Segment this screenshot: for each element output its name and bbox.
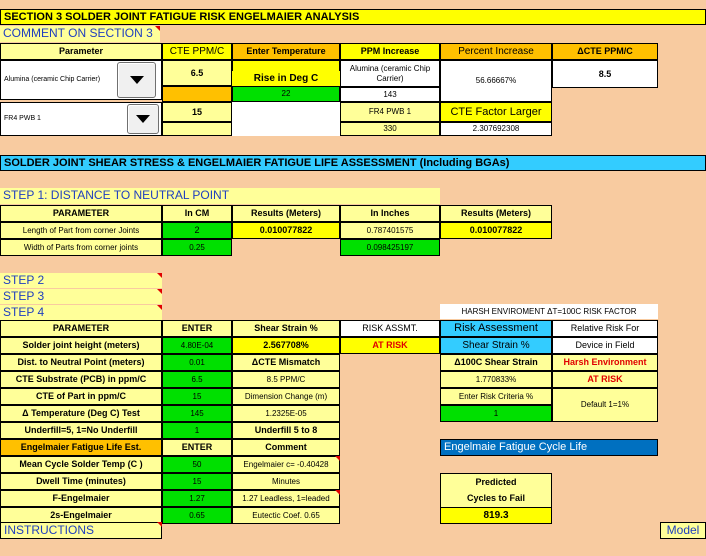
comment-indicator-icon	[335, 456, 340, 461]
f-engelmaier-label: F-Engelmaier	[0, 490, 162, 507]
cte-substrate-label: CTE Substrate (PCB) in ppm/C	[0, 371, 162, 388]
part-material-value: Alumina (ceramic Chip Carrier)	[4, 75, 101, 83]
device-in-field-label: Device in Field	[552, 337, 658, 354]
comment-indicator-icon	[157, 522, 162, 527]
ppm-material-1: Alumina (ceramic Chip Carrier)	[340, 60, 440, 87]
step1-title[interactable]: STEP 1: DISTANCE TO NEUTRAL POINT	[0, 188, 440, 204]
dist-neutral-input[interactable]: 0.01	[162, 354, 232, 371]
header-percent-increase: Percent Increase	[440, 43, 552, 60]
dimension-change-value: 1.2325E-05	[232, 405, 340, 422]
cte-part-label: CTE of Part in ppm/C	[0, 388, 162, 405]
harsh-env-label: HARSH ENVIROMENT ΔT=100C RISK FACTOR	[440, 304, 658, 319]
f-engelmaier-input[interactable]: 1.27	[162, 490, 232, 507]
percent-increase-value: 56.66667%	[440, 60, 552, 102]
step1-header-cm: In CM	[162, 205, 232, 222]
header-delta-cte: ΔCTE PPM/C	[552, 43, 658, 60]
engelmaier-comment-header: Comment	[232, 439, 340, 456]
underfill-label: Underfill=5, 1=No Underfill	[0, 422, 162, 439]
cte-factor-label: CTE Factor Larger	[440, 102, 552, 122]
delta-temp-label: Δ Temperature (Deg C) Test	[0, 405, 162, 422]
f-engelmaier-comment: 1.27 Leadless, 1=leaded	[232, 490, 340, 507]
mean-temp-input[interactable]: 50	[162, 456, 232, 473]
shear-strain-pct-label: Shear Strain %	[440, 337, 552, 354]
delta-cte-value: 8.5	[552, 60, 658, 88]
engelmaier-cycle-life-header: Engelmaie Fatigue Cycle Life	[440, 439, 658, 456]
engelmaier-enter-header: ENTER	[162, 439, 232, 456]
cte-substrate-input[interactable]: 6.5	[162, 371, 232, 388]
2s-engelmaier-label: 2s-Engelmaier	[0, 507, 162, 524]
length-result-m: 0.010077822	[232, 222, 340, 239]
comment-indicator-icon	[157, 273, 162, 278]
engelmaier-est-header: Engelmaier Fatigue Life Est.	[0, 439, 162, 456]
step3-link[interactable]: STEP 3	[0, 289, 162, 304]
dist-neutral-label: Dist. to Neutral Point (meters)	[0, 354, 162, 371]
mean-temp-label: Mean Cycle Solder Temp (C )	[0, 456, 162, 473]
harsh-environment-label: Harsh Environment	[552, 354, 658, 371]
enter-risk-criteria-label: Enter Risk Criteria %	[440, 388, 552, 405]
step4-link[interactable]: STEP 4	[0, 305, 162, 320]
dcte-mismatch-value: 8.5 PPM/C	[232, 371, 340, 388]
length-label: Length of Part from corner Joints	[0, 222, 162, 239]
part-cte-blank	[162, 86, 232, 102]
comment-indicator-icon	[157, 289, 162, 294]
minutes-comment: Minutes	[232, 473, 340, 490]
risk-status: AT RISK	[340, 337, 440, 354]
chevron-down-icon	[136, 115, 150, 123]
table-header-parameter: PARAMETER	[0, 320, 162, 337]
engelmaier-c-comment: Engelmaier c= -0.40428	[232, 456, 340, 473]
length-inches: 0.787401575	[340, 222, 440, 239]
part-material-dropdown-button[interactable]	[117, 62, 156, 98]
table-header-shear: Shear Strain %	[232, 320, 340, 337]
section3-title: SECTION 3 SOLDER JOINT FATIGUE RISK ENGELMAIER ANALYSIS	[0, 9, 706, 25]
shear-section-title: SOLDER JOINT SHEAR STRESS & ENGELMAIER FATIGUE LIFE ASSESSMENT (Including BGAs)	[0, 155, 706, 171]
part-cte-value[interactable]: 6.5	[162, 60, 232, 86]
ppm-material-2: FR4 PWB 1	[340, 102, 440, 122]
header-enter-temperature: Enter Temperature	[232, 43, 340, 60]
length-cm-input[interactable]: 2	[162, 222, 232, 239]
header-ppm-increase: PPM Increase	[340, 43, 440, 60]
dt100-shear-value: 1.770833%	[440, 371, 552, 388]
harsh-risk-status: AT RISK	[552, 371, 658, 388]
step2-link[interactable]: STEP 2	[0, 273, 162, 288]
chevron-down-icon	[130, 76, 144, 84]
comment-section3-link[interactable]: COMMENT ON SECTION 3	[0, 26, 160, 42]
default-risk-label: Default 1=1%	[552, 388, 658, 422]
solder-height-label: Solder joint height (meters)	[0, 337, 162, 354]
model-link[interactable]: Model	[660, 522, 706, 539]
header-parameter: Parameter	[0, 43, 162, 60]
predicted-label: Predicted	[440, 473, 552, 490]
risk-assessment-label: Risk Assessment	[440, 320, 552, 337]
step1-header-inches: In Inches	[340, 205, 440, 222]
header-cte: CTE PPM/C	[162, 43, 232, 60]
rise-label: Rise in Deg C	[232, 71, 340, 86]
relative-risk-label: Relative Risk For	[552, 320, 658, 337]
board-cte-value[interactable]: 15	[162, 102, 232, 122]
cte-part-input[interactable]: 15	[162, 388, 232, 405]
dimension-change-label: Dimension Change (m)	[232, 388, 340, 405]
ppm-value-2: 330	[340, 122, 440, 136]
width-cm-input[interactable]: 0.25	[162, 239, 232, 256]
length-result-m2: 0.010077822	[440, 222, 552, 239]
blank-white-cell	[232, 102, 340, 136]
2s-engelmaier-input[interactable]: 0.65	[162, 507, 232, 524]
risk-criteria-input[interactable]: 1	[440, 405, 552, 422]
solder-height-input[interactable]: 4.80E-04	[162, 337, 232, 354]
comment-indicator-icon	[157, 305, 162, 310]
board-cte-blank	[162, 122, 232, 136]
comment-indicator-icon	[335, 490, 340, 495]
instructions-link[interactable]: INSTRUCTIONS	[0, 522, 162, 539]
eutectic-comment: Eutectic Coef. 0.65	[232, 507, 340, 524]
rise-value[interactable]: 22	[232, 86, 340, 102]
cte-factor-value: 2.307692308	[440, 122, 552, 136]
board-material-dropdown-button[interactable]	[127, 104, 159, 134]
shear-strain-value: 2.567708%	[232, 337, 340, 354]
ppm-value-1: 143	[340, 87, 440, 102]
comment-indicator-icon	[155, 26, 160, 31]
board-material-value: FR4 PWB 1	[4, 114, 41, 122]
table-header-enter: ENTER	[162, 320, 232, 337]
underfill-input[interactable]: 1	[162, 422, 232, 439]
step1-header-results-m2: Results (Meters)	[440, 205, 552, 222]
step1-header-parameter: PARAMETER	[0, 205, 162, 222]
delta-temp-input[interactable]: 145	[162, 405, 232, 422]
dt100-shear-label: Δ100C Shear Strain	[440, 354, 552, 371]
risk-assmt-label: RISK ASSMT.	[340, 320, 440, 337]
width-label: Width of Parts from corner joints	[0, 239, 162, 256]
dcte-mismatch-label: ΔCTE Mismatch	[232, 354, 340, 371]
dwell-time-input[interactable]: 15	[162, 473, 232, 490]
step1-header-results-m: Results (Meters)	[232, 205, 340, 222]
cycles-to-fail-value: 819.3	[440, 507, 552, 524]
dwell-time-label: Dwell Time (minutes)	[0, 473, 162, 490]
width-inches: 0.098425197	[340, 239, 440, 256]
underfill-comment: Underfill 5 to 8	[232, 422, 340, 439]
cycles-to-fail-label: Cycles to Fail	[440, 490, 552, 507]
